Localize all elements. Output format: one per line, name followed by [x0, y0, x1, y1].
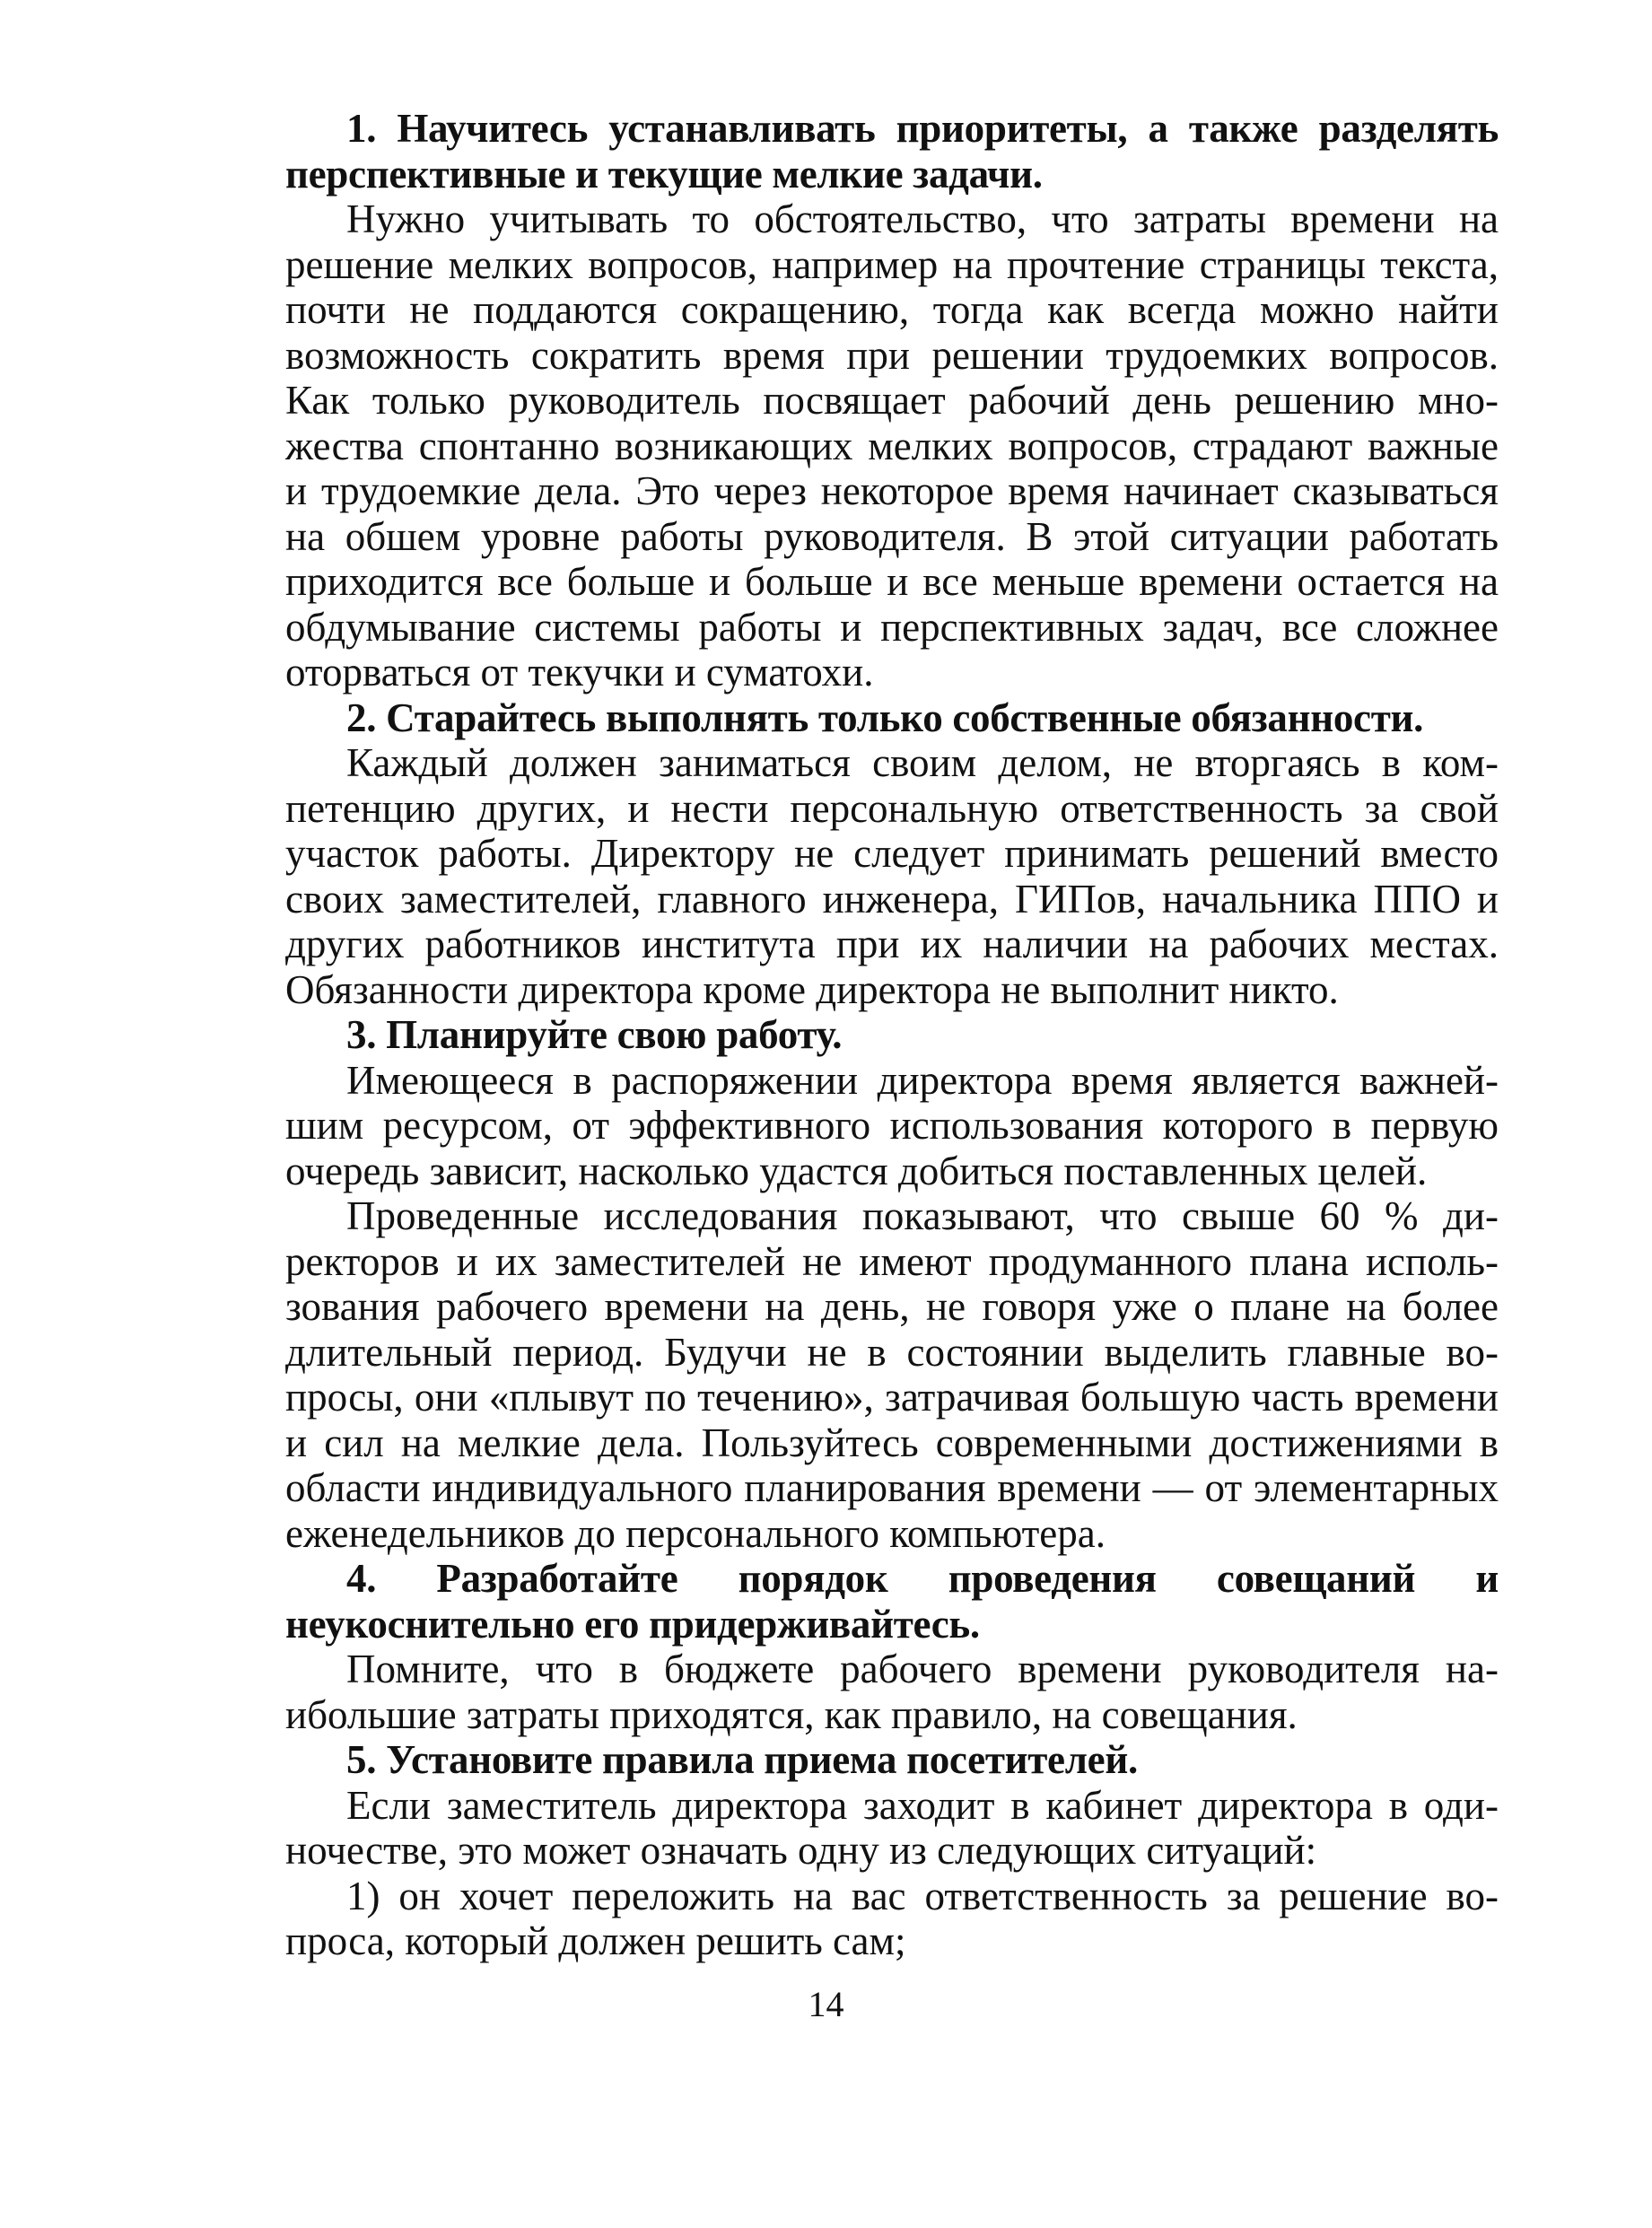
paragraph-2: Каждый должен заниматься своим делом, не вторгаясь в компетенцию других, и нести персональную ответственность за свой участок работы. Директору не следует принимать решений вместо своих заместителей, главного инженера, ГИПов, начальника ППО и других работников института при их наличии на рабочих местах. Обязанности директора кроме директора не выполнит никто. [285, 740, 1499, 1012]
paragraph-6: Если заместитель директора заходит в кабинет директора в одиночестве, это может означать одну из следующих ситуаций: [285, 1782, 1499, 1873]
text-column [285, 106, 1499, 1964]
section-heading-4: 4. Разработайте порядок проведения совещаний и неукоснительно его придерживайтесь. [285, 1556, 1499, 1647]
page-number: 14 [808, 1984, 844, 2024]
paragraph-5: Помните, что в бюджете рабочего времени руководителя наибольшие затраты приходятся, как правило, на совещания. [285, 1647, 1499, 1737]
paragraph-4: Проведенные исследования показывают, что свыше 60 % директоров и их заместителей не имеют продуманного плана использования рабочего времени на день, не говоря уже о плане на более длительный период. Будучи не в состоянии выделить главные вопросы, они «плывут по течению», затрачивая большую часть времени и сил на мелкие дела. Пользуйтесь современными достижениями в области индивидуального планирования времени — от элементарных еженедельников до персонального компьютера. [285, 1193, 1499, 1556]
paragraph-3: Имеющееся в распоряжении директора время является важнейшим ресурсом, от эффективного использования которого в первую очередь зависит, насколько удастся добиться поставленных целей. [285, 1057, 1499, 1193]
paragraph-1: Нужно учитывать то обстоятельство, что затраты времени на решение мелких вопросов, например на прочтение страницы текста, почти не поддаются сокращению, тогда как всегда можно найти возможность сократить время при решении трудоемких вопросов. Как только руководитель посвящает рабочий день решению множества спонтанно возникающих мелких вопросов, страдают важные и трудоемкие дела. Это через некоторое время начинает сказываться на обшем уровне работы руководителя. В этой ситуации работать приходится все больше и больше и все меньше времени остается на обдумывание системы работы и перспективных задач, все сложнее оторваться от текучки и суматохи. [285, 197, 1499, 695]
list-item-1: 1) он хочет переложить на вас ответственность за решение вопроса, который должен решить сам; [285, 1873, 1499, 1963]
section-heading-2: 2. Старайтесь выполнять только собственные обязанности. [346, 695, 1424, 740]
section-heading-3: 3. Планируйте свою работу. [346, 1012, 843, 1057]
section-heading-1: 1. Научитесь устанавливать приоритеты, а также разделять перспективные и текущие мелкие задачи. [285, 106, 1499, 197]
section-heading-5: 5. Установите правила приема посетителей. [346, 1737, 1138, 1782]
